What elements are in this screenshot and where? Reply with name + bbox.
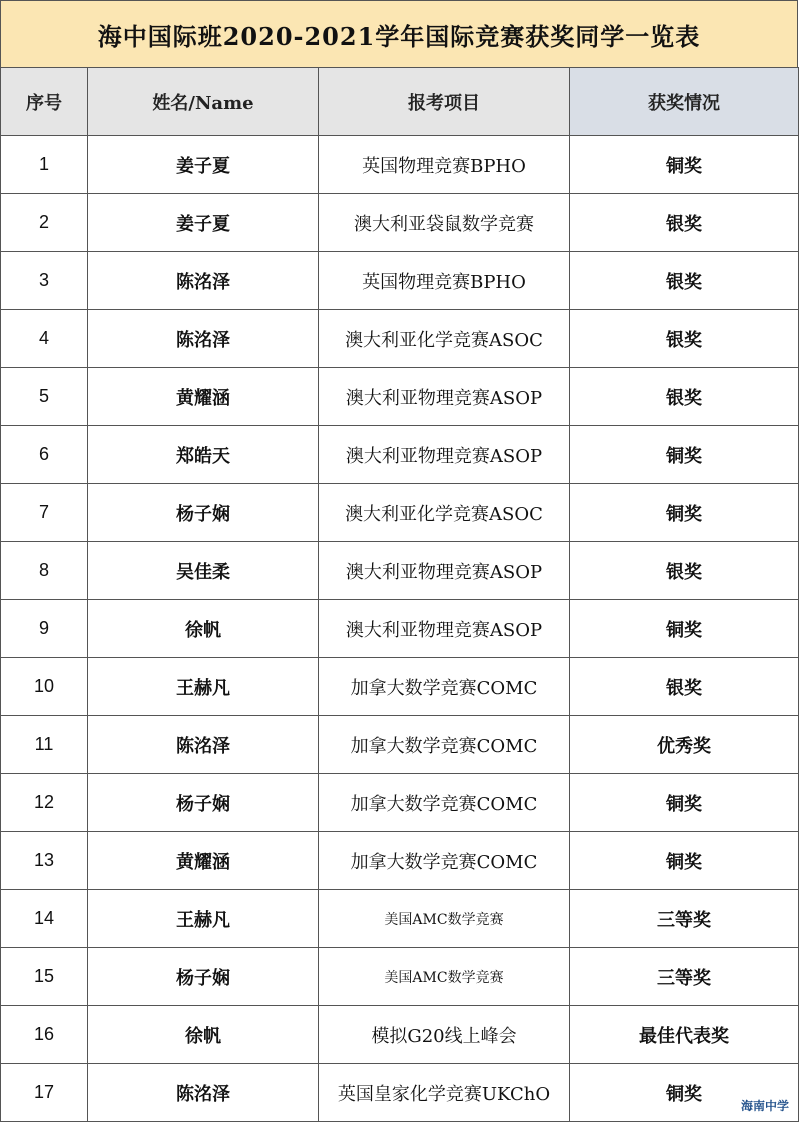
cell-award: 三等奖: [570, 948, 799, 1006]
cell-award: 铜奖: [570, 774, 799, 832]
cell-award: 铜奖: [570, 136, 799, 194]
awards-table: [0, 67, 799, 1122]
cell-project: 加拿大数学竞赛COMC: [319, 658, 570, 716]
cell-award: 银奖: [570, 542, 799, 600]
cell-name: 陈洺泽: [88, 716, 319, 774]
table-row: [1, 774, 799, 832]
table-row: [1, 426, 799, 484]
header-name: 姓名/Name: [88, 68, 319, 136]
table-row: [1, 252, 799, 310]
cell-index: 16: [1, 1006, 88, 1064]
cell-award: 银奖: [570, 252, 799, 310]
cell-project: 澳大利亚物理竞赛ASOP: [319, 542, 570, 600]
table-row: [1, 716, 799, 774]
cell-name: 徐帆: [88, 1006, 319, 1064]
cell-name: 陈洺泽: [88, 252, 319, 310]
cell-index: 17: [1, 1064, 88, 1122]
cell-name: 姜子夏: [88, 136, 319, 194]
cell-award: 铜奖: [570, 600, 799, 658]
cell-award: 铜奖: [570, 426, 799, 484]
cell-index: 8: [1, 542, 88, 600]
cell-name: 徐帆: [88, 600, 319, 658]
table-row: [1, 1006, 799, 1064]
cell-project: 加拿大数学竞赛COMC: [319, 832, 570, 890]
cell-index: 13: [1, 832, 88, 890]
table-row: [1, 1064, 799, 1122]
cell-index: 14: [1, 890, 88, 948]
cell-project: 英国物理竞赛BPHO: [319, 136, 570, 194]
cell-index: 15: [1, 948, 88, 1006]
cell-name: 王赫凡: [88, 658, 319, 716]
cell-index: 4: [1, 310, 88, 368]
cell-name: 王赫凡: [88, 890, 319, 948]
cell-project: 美国AMC数学竞赛: [319, 948, 570, 1006]
cell-index: 6: [1, 426, 88, 484]
cell-index: 12: [1, 774, 88, 832]
cell-project: 澳大利亚物理竞赛ASOP: [319, 600, 570, 658]
cell-index: 9: [1, 600, 88, 658]
cell-name: 陈洺泽: [88, 1064, 319, 1122]
title-bar: [0, 0, 798, 68]
table-row: [1, 310, 799, 368]
cell-award: 铜奖: [570, 1064, 799, 1122]
table-row: [1, 194, 799, 252]
cell-award: 银奖: [570, 194, 799, 252]
cell-name: 杨子娴: [88, 774, 319, 832]
cell-index: 1: [1, 136, 88, 194]
cell-award: 优秀奖: [570, 716, 799, 774]
cell-project: 美国AMC数学竞赛: [319, 890, 570, 948]
cell-name: 杨子娴: [88, 948, 319, 1006]
cell-name: 杨子娴: [88, 484, 319, 542]
cell-index: 5: [1, 368, 88, 426]
cell-project: 加拿大数学竞赛COMC: [319, 716, 570, 774]
cell-index: 7: [1, 484, 88, 542]
cell-award: 银奖: [570, 310, 799, 368]
cell-award: 银奖: [570, 658, 799, 716]
cell-award: 最佳代表奖: [570, 1006, 799, 1064]
cell-name: 黄耀涵: [88, 368, 319, 426]
cell-index: 3: [1, 252, 88, 310]
table-row: [1, 658, 799, 716]
cell-project: 澳大利亚化学竞赛ASOC: [319, 484, 570, 542]
table-row: [1, 484, 799, 542]
cell-project: 加拿大数学竞赛COMC: [319, 774, 570, 832]
cell-project: 英国皇家化学竞赛UKChO: [319, 1064, 570, 1122]
school-watermark: 海南中学: [738, 1096, 792, 1115]
table-row: [1, 890, 799, 948]
cell-project: 澳大利亚袋鼠数学竞赛: [319, 194, 570, 252]
page-title: 海中国际班2020-2021学年国际竞赛获奖同学一览表: [97, 21, 701, 51]
table-row: [1, 368, 799, 426]
table-row: [1, 600, 799, 658]
cell-name: 陈洺泽: [88, 310, 319, 368]
table-row: [1, 948, 799, 1006]
cell-project: 澳大利亚物理竞赛ASOP: [319, 426, 570, 484]
cell-award: 铜奖: [570, 484, 799, 542]
header-project: 报考项目: [319, 68, 570, 136]
cell-project: 澳大利亚物理竞赛ASOP: [319, 368, 570, 426]
cell-name: 姜子夏: [88, 194, 319, 252]
cell-index: 10: [1, 658, 88, 716]
cell-name: 黄耀涵: [88, 832, 319, 890]
cell-project: 模拟G20线上峰会: [319, 1006, 570, 1064]
table-row: [1, 542, 799, 600]
table-row: [1, 832, 799, 890]
cell-name: 吴佳柔: [88, 542, 319, 600]
cell-award: 铜奖: [570, 832, 799, 890]
cell-index: 11: [1, 716, 88, 774]
table-body: [1, 136, 799, 1122]
header-award: 获奖情况: [570, 68, 799, 136]
table-row: [1, 136, 799, 194]
cell-project: 澳大利亚化学竞赛ASOC: [319, 310, 570, 368]
cell-award: 三等奖: [570, 890, 799, 948]
header-index: 序号: [1, 68, 88, 136]
table-header-row: [1, 68, 799, 136]
cell-name: 郑皓天: [88, 426, 319, 484]
cell-index: 2: [1, 194, 88, 252]
cell-project: 英国物理竞赛BPHO: [319, 252, 570, 310]
cell-award: 银奖: [570, 368, 799, 426]
